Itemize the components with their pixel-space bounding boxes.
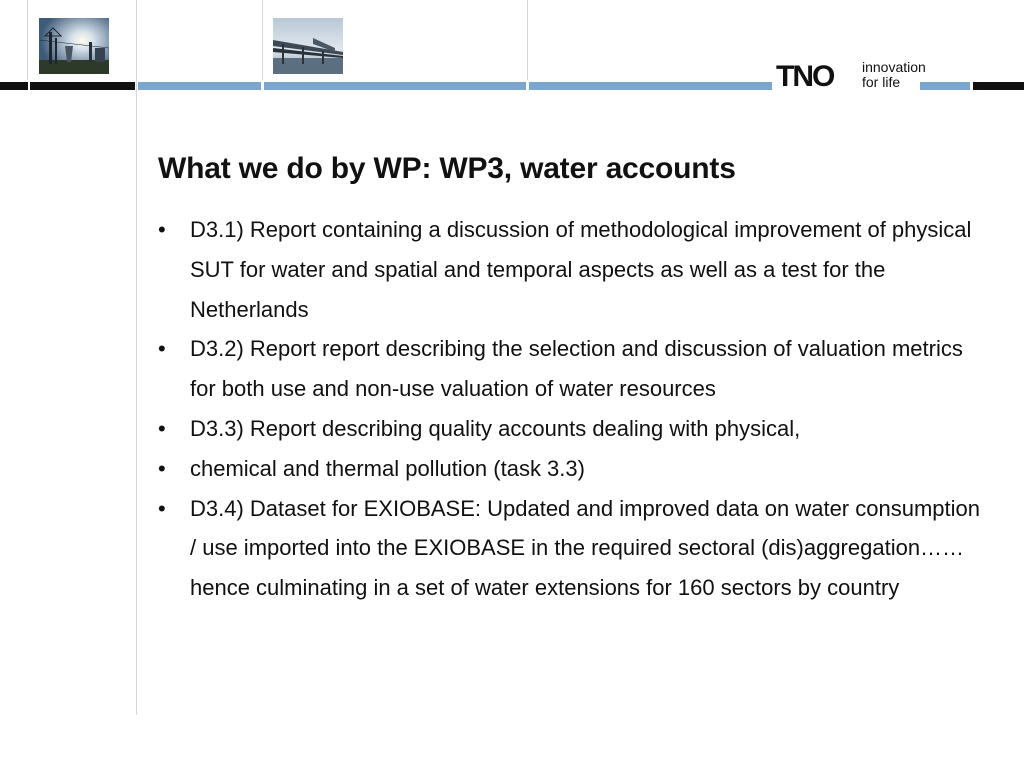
header-divider <box>262 0 263 80</box>
bullet-item <box>158 409 988 449</box>
bullet-list <box>158 210 988 608</box>
bullet-dot: • <box>158 415 166 441</box>
bullet-dot: • <box>158 336 166 362</box>
logo-tagline <box>862 60 952 90</box>
bullet-text: D3.1) Report containing a discussion of methodological improvement of physical SUT for water and spatial and temporal aspects as well as a test for the Netherlands <box>190 217 972 322</box>
bullet-text: chemical and thermal pollution (task 3.3) <box>190 455 585 481</box>
bullet-text: D3.2) Report report describing the selection and discussion of valuation metrics for both use and non-use valuation of water resources <box>190 336 963 402</box>
header-band-blue <box>264 82 526 90</box>
header-band-black <box>30 82 135 90</box>
bullet-item <box>158 489 988 608</box>
header-divider <box>27 0 28 80</box>
power-station-thumbnail <box>39 18 109 74</box>
bullet-item <box>158 449 988 489</box>
logo-tagline-line2: for life <box>862 74 901 90</box>
bullet-dot: • <box>158 217 166 242</box>
bridge-over-water-thumbnail <box>273 18 343 74</box>
tno-logo <box>772 58 926 98</box>
header-band-blue <box>138 82 261 90</box>
logo-wordmark: TNO <box>776 60 834 93</box>
header-band-blue <box>529 82 772 90</box>
header-divider <box>527 0 528 80</box>
bullet-text: D3.3) Report describing quality accounts dealing with physical, <box>190 415 801 441</box>
bullet-dot: • <box>158 495 166 521</box>
bullet-item <box>158 210 988 329</box>
bullet-text: D3.4) Dataset for EXIOBASE: Updated and improved data on water consumption / use imported into the EXIOBASE in the required sectoral (dis)aggregation……hence culminating in a set of water extensions for 160 sectors by country <box>190 495 980 601</box>
content-left-rule <box>136 0 137 715</box>
bullet-item <box>158 329 988 409</box>
slide-title: What we do by WP: WP3, water accounts <box>158 152 736 185</box>
logo-tagline-line1: innovation <box>862 59 926 75</box>
bullet-dot: • <box>158 455 166 481</box>
header-band-black <box>973 82 1024 90</box>
header-band-black <box>0 82 28 90</box>
